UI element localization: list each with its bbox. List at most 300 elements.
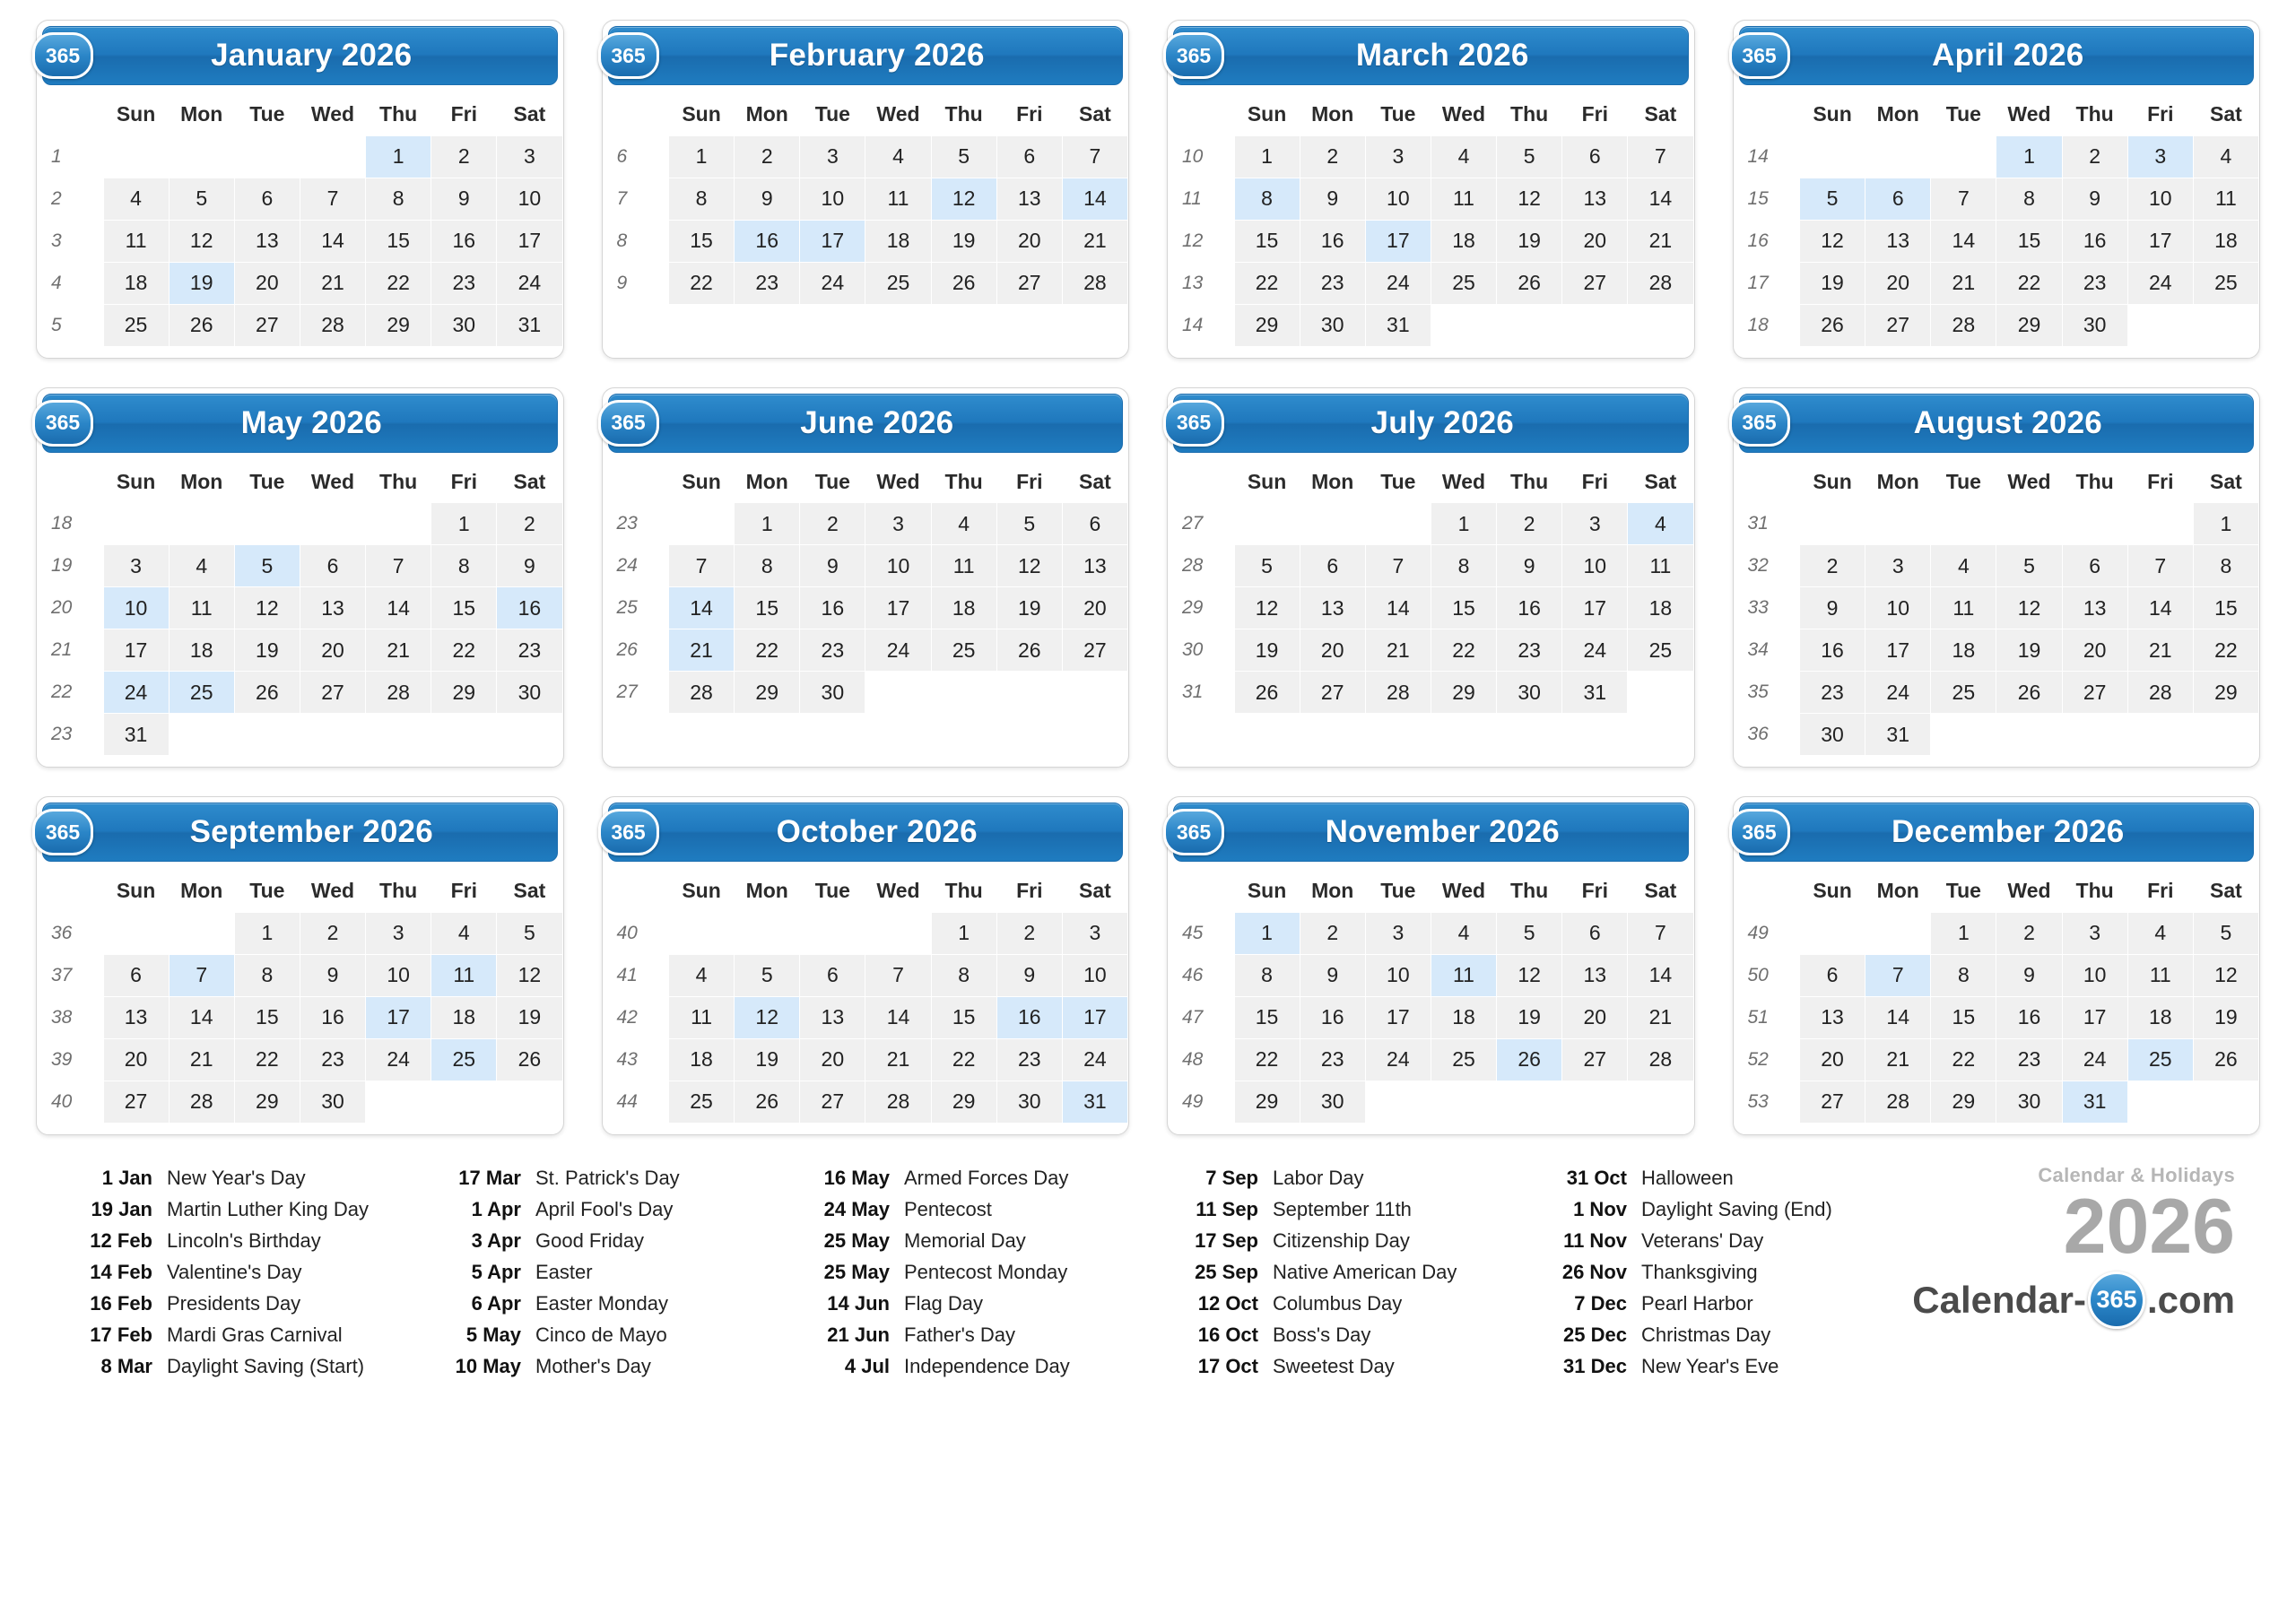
day-cell[interactable]: 14 (1628, 954, 1693, 996)
day-cell[interactable]: 26 (1996, 672, 2062, 714)
day-cell[interactable]: 26 (234, 672, 300, 714)
day-cell[interactable]: 13 (996, 178, 1062, 220)
day-cell[interactable]: 3 (1866, 545, 1931, 587)
day-cell[interactable]: 17 (497, 220, 562, 262)
day-cell[interactable]: 30 (431, 304, 497, 346)
day-cell[interactable]: 6 (234, 178, 300, 220)
day-cell[interactable]: 9 (1497, 545, 1562, 587)
day-cell[interactable]: 2 (996, 912, 1062, 954)
day-cell[interactable]: 15 (1996, 220, 2062, 262)
day-cell[interactable]: 15 (1234, 996, 1300, 1038)
day-cell[interactable]: 28 (366, 672, 431, 714)
day-cell[interactable]: 4 (2127, 912, 2193, 954)
day-cell[interactable]: 27 (1562, 262, 1628, 304)
day-cell[interactable]: 3 (2062, 912, 2127, 954)
day-cell[interactable]: 7 (300, 178, 365, 220)
day-cell[interactable]: 26 (996, 629, 1062, 672)
day-cell[interactable]: 22 (1931, 1038, 1996, 1081)
day-cell[interactable]: 12 (735, 996, 800, 1038)
day-cell[interactable]: 6 (1062, 503, 1127, 545)
day-cell[interactable]: 21 (1866, 1038, 1931, 1081)
day-cell[interactable]: 24 (2062, 1038, 2127, 1081)
day-cell[interactable]: 8 (1234, 178, 1300, 220)
day-cell[interactable]: 14 (865, 996, 931, 1038)
day-cell[interactable]: 23 (1300, 1038, 1365, 1081)
day-cell[interactable]: 6 (1562, 135, 1628, 178)
day-cell[interactable]: 13 (1800, 996, 1866, 1038)
day-cell[interactable]: 29 (1234, 304, 1300, 346)
day-cell[interactable]: 13 (1866, 220, 1931, 262)
day-cell[interactable]: 20 (234, 262, 300, 304)
day-cell[interactable]: 9 (800, 545, 865, 587)
day-cell[interactable]: 5 (996, 503, 1062, 545)
day-cell[interactable]: 4 (1431, 135, 1496, 178)
day-cell[interactable]: 21 (300, 262, 365, 304)
day-cell[interactable]: 9 (1300, 954, 1365, 996)
day-cell[interactable]: 22 (735, 629, 800, 672)
day-cell[interactable]: 26 (1234, 672, 1300, 714)
day-cell[interactable]: 15 (366, 220, 431, 262)
day-cell[interactable]: 14 (1365, 587, 1431, 629)
day-cell[interactable]: 22 (669, 262, 735, 304)
day-cell[interactable]: 30 (2062, 304, 2127, 346)
day-cell[interactable]: 31 (1365, 304, 1431, 346)
day-cell[interactable]: 2 (2062, 135, 2127, 178)
day-cell[interactable]: 18 (2193, 220, 2258, 262)
day-cell[interactable]: 11 (169, 587, 234, 629)
day-cell[interactable]: 10 (1562, 545, 1628, 587)
day-cell[interactable]: 15 (1234, 220, 1300, 262)
day-cell[interactable]: 1 (2193, 503, 2258, 545)
day-cell[interactable]: 25 (669, 1081, 735, 1123)
day-cell[interactable]: 18 (103, 262, 169, 304)
day-cell[interactable]: 2 (1300, 135, 1365, 178)
day-cell[interactable]: 28 (1866, 1081, 1931, 1123)
day-cell[interactable]: 8 (735, 545, 800, 587)
day-cell[interactable]: 23 (1300, 262, 1365, 304)
day-cell[interactable]: 26 (1497, 1038, 1562, 1081)
day-cell[interactable]: 8 (669, 178, 735, 220)
day-cell[interactable]: 29 (1996, 304, 2062, 346)
day-cell[interactable]: 13 (234, 220, 300, 262)
day-cell[interactable]: 24 (497, 262, 562, 304)
day-cell[interactable]: 25 (169, 672, 234, 714)
day-cell[interactable]: 9 (300, 954, 365, 996)
day-cell[interactable]: 20 (800, 1038, 865, 1081)
day-cell[interactable]: 4 (169, 545, 234, 587)
day-cell[interactable]: 5 (1996, 545, 2062, 587)
day-cell[interactable]: 7 (1628, 912, 1693, 954)
day-cell[interactable]: 16 (1497, 587, 1562, 629)
day-cell[interactable]: 6 (1800, 954, 1866, 996)
day-cell[interactable]: 10 (1365, 178, 1431, 220)
day-cell[interactable]: 22 (366, 262, 431, 304)
day-cell[interactable]: 16 (1300, 996, 1365, 1038)
day-cell[interactable]: 19 (931, 220, 996, 262)
day-cell[interactable]: 15 (669, 220, 735, 262)
day-cell[interactable]: 11 (931, 545, 996, 587)
day-cell[interactable]: 1 (735, 503, 800, 545)
day-cell[interactable]: 2 (1996, 912, 2062, 954)
day-cell[interactable]: 21 (366, 629, 431, 672)
day-cell[interactable]: 11 (1431, 954, 1496, 996)
day-cell[interactable]: 20 (1562, 220, 1628, 262)
day-cell[interactable]: 30 (1300, 1081, 1365, 1123)
day-cell[interactable]: 17 (1562, 587, 1628, 629)
day-cell[interactable]: 16 (431, 220, 497, 262)
day-cell[interactable]: 31 (2062, 1081, 2127, 1123)
day-cell[interactable]: 2 (1300, 912, 1365, 954)
day-cell[interactable]: 17 (1365, 220, 1431, 262)
day-cell[interactable]: 6 (996, 135, 1062, 178)
day-cell[interactable]: 13 (103, 996, 169, 1038)
day-cell[interactable]: 22 (1431, 629, 1496, 672)
day-cell[interactable]: 14 (1866, 996, 1931, 1038)
day-cell[interactable]: 8 (431, 545, 497, 587)
day-cell[interactable]: 26 (1800, 304, 1866, 346)
day-cell[interactable]: 27 (800, 1081, 865, 1123)
day-cell[interactable]: 21 (1365, 629, 1431, 672)
day-cell[interactable]: 1 (1431, 503, 1496, 545)
day-cell[interactable]: 26 (497, 1038, 562, 1081)
day-cell[interactable]: 3 (1365, 912, 1431, 954)
day-cell[interactable]: 11 (2127, 954, 2193, 996)
day-cell[interactable]: 10 (1866, 587, 1931, 629)
day-cell[interactable]: 19 (497, 996, 562, 1038)
day-cell[interactable]: 4 (931, 503, 996, 545)
day-cell[interactable]: 12 (234, 587, 300, 629)
day-cell[interactable]: 7 (366, 545, 431, 587)
day-cell[interactable]: 24 (1365, 1038, 1431, 1081)
day-cell[interactable]: 11 (431, 954, 497, 996)
day-cell[interactable]: 7 (1062, 135, 1127, 178)
day-cell[interactable]: 7 (169, 954, 234, 996)
day-cell[interactable]: 18 (431, 996, 497, 1038)
day-cell[interactable]: 20 (1562, 996, 1628, 1038)
day-cell[interactable]: 6 (300, 545, 365, 587)
day-cell[interactable]: 16 (1300, 220, 1365, 262)
day-cell[interactable]: 28 (1931, 304, 1996, 346)
day-cell[interactable]: 12 (1497, 954, 1562, 996)
day-cell[interactable]: 15 (1431, 587, 1496, 629)
day-cell[interactable]: 14 (1062, 178, 1127, 220)
day-cell[interactable]: 18 (169, 629, 234, 672)
day-cell[interactable]: 10 (497, 178, 562, 220)
day-cell[interactable]: 16 (735, 220, 800, 262)
day-cell[interactable]: 24 (1866, 672, 1931, 714)
day-cell[interactable]: 16 (800, 587, 865, 629)
day-cell[interactable]: 5 (2193, 912, 2258, 954)
day-cell[interactable]: 24 (865, 629, 931, 672)
day-cell[interactable]: 19 (1497, 996, 1562, 1038)
day-cell[interactable]: 5 (735, 954, 800, 996)
day-cell[interactable]: 24 (1365, 262, 1431, 304)
day-cell[interactable]: 19 (1996, 629, 2062, 672)
day-cell[interactable]: 29 (735, 672, 800, 714)
day-cell[interactable]: 22 (2193, 629, 2258, 672)
day-cell[interactable]: 9 (735, 178, 800, 220)
day-cell[interactable]: 22 (234, 1038, 300, 1081)
day-cell[interactable]: 8 (931, 954, 996, 996)
day-cell[interactable]: 13 (2062, 587, 2127, 629)
day-cell[interactable]: 23 (431, 262, 497, 304)
day-cell[interactable]: 14 (1628, 178, 1693, 220)
day-cell[interactable]: 30 (1800, 714, 1866, 756)
day-cell[interactable]: 28 (300, 304, 365, 346)
day-cell[interactable]: 25 (2127, 1038, 2193, 1081)
day-cell[interactable]: 27 (2062, 672, 2127, 714)
day-cell[interactable]: 10 (865, 545, 931, 587)
day-cell[interactable]: 6 (800, 954, 865, 996)
day-cell[interactable]: 9 (2062, 178, 2127, 220)
day-cell[interactable]: 30 (996, 1081, 1062, 1123)
day-cell[interactable]: 13 (1562, 954, 1628, 996)
day-cell[interactable]: 2 (800, 503, 865, 545)
day-cell[interactable]: 19 (996, 587, 1062, 629)
day-cell[interactable]: 10 (103, 587, 169, 629)
day-cell[interactable]: 11 (2193, 178, 2258, 220)
day-cell[interactable]: 17 (1062, 996, 1127, 1038)
day-cell[interactable]: 19 (1800, 262, 1866, 304)
day-cell[interactable]: 1 (431, 503, 497, 545)
day-cell[interactable]: 12 (169, 220, 234, 262)
day-cell[interactable]: 17 (2127, 220, 2193, 262)
day-cell[interactable]: 28 (169, 1081, 234, 1123)
day-cell[interactable]: 24 (800, 262, 865, 304)
day-cell[interactable]: 22 (931, 1038, 996, 1081)
day-cell[interactable]: 26 (1497, 262, 1562, 304)
day-cell[interactable]: 21 (1931, 262, 1996, 304)
day-cell[interactable]: 4 (1628, 503, 1693, 545)
day-cell[interactable]: 5 (1497, 135, 1562, 178)
day-cell[interactable]: 14 (169, 996, 234, 1038)
day-cell[interactable]: 23 (300, 1038, 365, 1081)
day-cell[interactable]: 11 (103, 220, 169, 262)
day-cell[interactable]: 12 (2193, 954, 2258, 996)
day-cell[interactable]: 20 (1300, 629, 1365, 672)
day-cell[interactable]: 19 (2193, 996, 2258, 1038)
day-cell[interactable]: 17 (2062, 996, 2127, 1038)
day-cell[interactable]: 3 (366, 912, 431, 954)
day-cell[interactable]: 21 (1062, 220, 1127, 262)
day-cell[interactable]: 25 (865, 262, 931, 304)
day-cell[interactable]: 12 (1996, 587, 2062, 629)
day-cell[interactable]: 9 (996, 954, 1062, 996)
day-cell[interactable]: 21 (1628, 996, 1693, 1038)
day-cell[interactable]: 17 (1866, 629, 1931, 672)
day-cell[interactable]: 29 (1234, 1081, 1300, 1123)
day-cell[interactable]: 8 (2193, 545, 2258, 587)
day-cell[interactable]: 1 (931, 912, 996, 954)
day-cell[interactable]: 16 (1996, 996, 2062, 1038)
day-cell[interactable]: 7 (1866, 954, 1931, 996)
day-cell[interactable]: 24 (1062, 1038, 1127, 1081)
day-cell[interactable]: 25 (931, 629, 996, 672)
day-cell[interactable]: 3 (1365, 135, 1431, 178)
day-cell[interactable]: 1 (669, 135, 735, 178)
day-cell[interactable]: 30 (300, 1081, 365, 1123)
day-cell[interactable]: 1 (1996, 135, 2062, 178)
day-cell[interactable]: 22 (1996, 262, 2062, 304)
day-cell[interactable]: 15 (931, 996, 996, 1038)
day-cell[interactable]: 30 (1996, 1081, 2062, 1123)
day-cell[interactable]: 16 (996, 996, 1062, 1038)
day-cell[interactable]: 8 (1234, 954, 1300, 996)
day-cell[interactable]: 10 (366, 954, 431, 996)
day-cell[interactable]: 2 (497, 503, 562, 545)
day-cell[interactable]: 26 (2193, 1038, 2258, 1081)
day-cell[interactable]: 7 (865, 954, 931, 996)
day-cell[interactable]: 27 (1300, 672, 1365, 714)
day-cell[interactable]: 8 (366, 178, 431, 220)
day-cell[interactable]: 31 (497, 304, 562, 346)
day-cell[interactable]: 5 (1497, 912, 1562, 954)
day-cell[interactable]: 25 (1931, 672, 1996, 714)
day-cell[interactable]: 31 (1562, 672, 1628, 714)
day-cell[interactable]: 28 (1628, 262, 1693, 304)
day-cell[interactable]: 18 (1431, 220, 1496, 262)
day-cell[interactable]: 13 (800, 996, 865, 1038)
day-cell[interactable]: 15 (431, 587, 497, 629)
day-cell[interactable]: 12 (1234, 587, 1300, 629)
day-cell[interactable]: 10 (1062, 954, 1127, 996)
day-cell[interactable]: 18 (1628, 587, 1693, 629)
day-cell[interactable]: 15 (234, 996, 300, 1038)
day-cell[interactable]: 31 (103, 714, 169, 756)
day-cell[interactable]: 20 (2062, 629, 2127, 672)
day-cell[interactable]: 21 (865, 1038, 931, 1081)
day-cell[interactable]: 7 (1931, 178, 1996, 220)
day-cell[interactable]: 3 (865, 503, 931, 545)
day-cell[interactable]: 2 (431, 135, 497, 178)
day-cell[interactable]: 3 (800, 135, 865, 178)
day-cell[interactable]: 16 (497, 587, 562, 629)
day-cell[interactable]: 21 (169, 1038, 234, 1081)
day-cell[interactable]: 21 (1628, 220, 1693, 262)
day-cell[interactable]: 29 (366, 304, 431, 346)
day-cell[interactable]: 25 (1628, 629, 1693, 672)
day-cell[interactable]: 24 (1562, 629, 1628, 672)
day-cell[interactable]: 11 (1431, 178, 1496, 220)
day-cell[interactable]: 19 (1497, 220, 1562, 262)
day-cell[interactable]: 4 (431, 912, 497, 954)
day-cell[interactable]: 23 (1497, 629, 1562, 672)
day-cell[interactable]: 27 (1866, 304, 1931, 346)
day-cell[interactable]: 10 (800, 178, 865, 220)
day-cell[interactable]: 27 (1062, 629, 1127, 672)
day-cell[interactable]: 24 (103, 672, 169, 714)
day-cell[interactable]: 20 (1800, 1038, 1866, 1081)
day-cell[interactable]: 14 (2127, 587, 2193, 629)
day-cell[interactable]: 5 (234, 545, 300, 587)
day-cell[interactable]: 15 (2193, 587, 2258, 629)
day-cell[interactable]: 23 (1800, 672, 1866, 714)
day-cell[interactable]: 29 (931, 1081, 996, 1123)
day-cell[interactable]: 11 (865, 178, 931, 220)
day-cell[interactable]: 2 (1800, 545, 1866, 587)
day-cell[interactable]: 12 (497, 954, 562, 996)
day-cell[interactable]: 10 (1365, 954, 1431, 996)
day-cell[interactable]: 27 (996, 262, 1062, 304)
day-cell[interactable]: 23 (800, 629, 865, 672)
day-cell[interactable]: 10 (2127, 178, 2193, 220)
day-cell[interactable]: 20 (1866, 262, 1931, 304)
day-cell[interactable]: 22 (1234, 262, 1300, 304)
day-cell[interactable]: 5 (1800, 178, 1866, 220)
day-cell[interactable]: 5 (931, 135, 996, 178)
day-cell[interactable]: 12 (931, 178, 996, 220)
day-cell[interactable]: 6 (103, 954, 169, 996)
day-cell[interactable]: 26 (735, 1081, 800, 1123)
day-cell[interactable]: 13 (1300, 587, 1365, 629)
day-cell[interactable]: 15 (1931, 996, 1996, 1038)
day-cell[interactable]: 30 (1300, 304, 1365, 346)
day-cell[interactable]: 1 (1234, 135, 1300, 178)
day-cell[interactable]: 14 (1931, 220, 1996, 262)
day-cell[interactable]: 19 (735, 1038, 800, 1081)
day-cell[interactable]: 8 (1996, 178, 2062, 220)
day-cell[interactable]: 6 (1300, 545, 1365, 587)
day-cell[interactable]: 7 (2127, 545, 2193, 587)
day-cell[interactable]: 9 (497, 545, 562, 587)
day-cell[interactable]: 28 (2127, 672, 2193, 714)
day-cell[interactable]: 21 (2127, 629, 2193, 672)
day-cell[interactable]: 29 (1931, 1081, 1996, 1123)
day-cell[interactable]: 23 (497, 629, 562, 672)
day-cell[interactable]: 6 (2062, 545, 2127, 587)
day-cell[interactable]: 18 (931, 587, 996, 629)
day-cell[interactable]: 4 (1431, 912, 1496, 954)
day-cell[interactable]: 28 (1062, 262, 1127, 304)
day-cell[interactable]: 8 (234, 954, 300, 996)
day-cell[interactable]: 4 (669, 954, 735, 996)
day-cell[interactable]: 29 (1431, 672, 1496, 714)
day-cell[interactable]: 6 (1562, 912, 1628, 954)
day-cell[interactable]: 20 (300, 629, 365, 672)
day-cell[interactable]: 25 (431, 1038, 497, 1081)
day-cell[interactable]: 11 (1628, 545, 1693, 587)
day-cell[interactable]: 28 (669, 672, 735, 714)
day-cell[interactable]: 25 (1431, 1038, 1496, 1081)
day-cell[interactable]: 29 (234, 1081, 300, 1123)
day-cell[interactable]: 14 (669, 587, 735, 629)
day-cell[interactable]: 31 (1866, 714, 1931, 756)
day-cell[interactable]: 24 (2127, 262, 2193, 304)
day-cell[interactable]: 3 (2127, 135, 2193, 178)
day-cell[interactable]: 11 (669, 996, 735, 1038)
day-cell[interactable]: 6 (1866, 178, 1931, 220)
day-cell[interactable]: 27 (234, 304, 300, 346)
day-cell[interactable]: 29 (431, 672, 497, 714)
day-cell[interactable]: 17 (103, 629, 169, 672)
day-cell[interactable]: 22 (431, 629, 497, 672)
day-cell[interactable]: 9 (431, 178, 497, 220)
day-cell[interactable]: 26 (931, 262, 996, 304)
day-cell[interactable]: 27 (103, 1081, 169, 1123)
day-cell[interactable]: 12 (1800, 220, 1866, 262)
day-cell[interactable]: 3 (1562, 503, 1628, 545)
day-cell[interactable]: 14 (300, 220, 365, 262)
day-cell[interactable]: 23 (1996, 1038, 2062, 1081)
day-cell[interactable]: 26 (169, 304, 234, 346)
day-cell[interactable]: 5 (1234, 545, 1300, 587)
day-cell[interactable]: 19 (169, 262, 234, 304)
day-cell[interactable]: 17 (366, 996, 431, 1038)
day-cell[interactable]: 22 (1234, 1038, 1300, 1081)
day-cell[interactable]: 1 (1931, 912, 1996, 954)
day-cell[interactable]: 9 (1300, 178, 1365, 220)
day-cell[interactable]: 18 (1931, 629, 1996, 672)
